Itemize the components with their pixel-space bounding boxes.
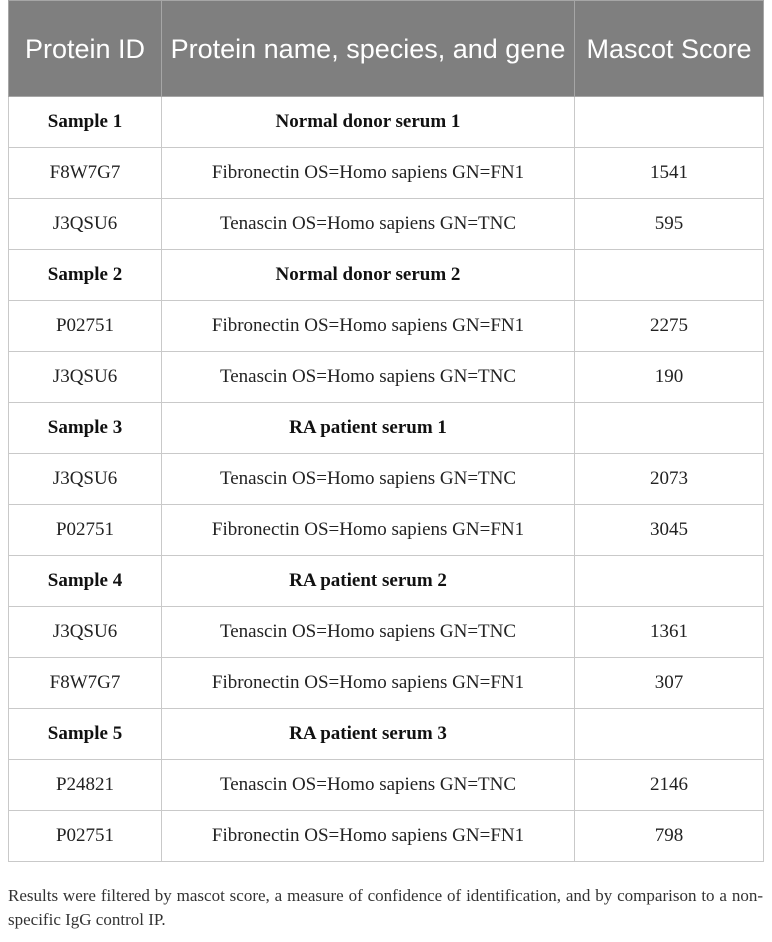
- mascot-score-cell: 1541: [575, 148, 764, 199]
- protein-name-cell: Tenascin OS=Homo sapiens GN=TNC: [162, 454, 575, 505]
- mascot-score-cell: 3045: [575, 505, 764, 556]
- mascot-score-cell: 190: [575, 352, 764, 403]
- sample-row: [9, 709, 764, 760]
- table-row: [9, 301, 764, 352]
- table-row: [9, 454, 764, 505]
- protein-id-cell: J3QSU6: [9, 199, 162, 250]
- protein-id-cell: J3QSU6: [9, 454, 162, 505]
- mascot-score-cell: [575, 97, 764, 148]
- header-row: [9, 1, 764, 97]
- mascot-score-cell: 1361: [575, 607, 764, 658]
- table-row: [9, 760, 764, 811]
- table-row: [9, 199, 764, 250]
- protein-name-cell: RA patient serum 3: [162, 709, 575, 760]
- mascot-score-cell: 2275: [575, 301, 764, 352]
- protein-table: [8, 0, 764, 862]
- protein-id-cell: Sample 3: [9, 403, 162, 454]
- protein-id-cell: F8W7G7: [9, 148, 162, 199]
- protein-name-cell: Fibronectin OS=Homo sapiens GN=FN1: [162, 505, 575, 556]
- mascot-score-cell: 2073: [575, 454, 764, 505]
- mascot-score-cell: 307: [575, 658, 764, 709]
- protein-name-cell: Tenascin OS=Homo sapiens GN=TNC: [162, 760, 575, 811]
- mascot-score-cell: 2146: [575, 760, 764, 811]
- protein-id-cell: Sample 5: [9, 709, 162, 760]
- protein-id-cell: P02751: [9, 505, 162, 556]
- table-row: [9, 352, 764, 403]
- mascot-score-cell: [575, 709, 764, 760]
- protein-name-cell: RA patient serum 2: [162, 556, 575, 607]
- header-protein-id: Protein ID: [9, 1, 162, 97]
- header-protein-name: Protein name, species, and gene: [162, 1, 575, 97]
- table-footnote: Results were filtered by mascot score, a measure of confidence of identification, and by comparison to a non-specific IgG control IP.: [8, 886, 763, 929]
- protein-name-cell: Tenascin OS=Homo sapiens GN=TNC: [162, 607, 575, 658]
- protein-name-cell: Tenascin OS=Homo sapiens GN=TNC: [162, 199, 575, 250]
- protein-name-cell: Normal donor serum 2: [162, 250, 575, 301]
- protein-id-cell: Sample 4: [9, 556, 162, 607]
- table-row: [9, 607, 764, 658]
- table-header: [9, 1, 764, 97]
- protein-name-cell: Fibronectin OS=Homo sapiens GN=FN1: [162, 148, 575, 199]
- protein-id-cell: F8W7G7: [9, 658, 162, 709]
- sample-row: [9, 250, 764, 301]
- mascot-score-cell: [575, 556, 764, 607]
- protein-id-cell: P02751: [9, 811, 162, 862]
- protein-name-cell: Tenascin OS=Homo sapiens GN=TNC: [162, 352, 575, 403]
- protein-id-cell: Sample 2: [9, 250, 162, 301]
- sample-row: [9, 403, 764, 454]
- sample-row: [9, 97, 764, 148]
- protein-name-cell: Normal donor serum 1: [162, 97, 575, 148]
- protein-name-cell: Fibronectin OS=Homo sapiens GN=FN1: [162, 301, 575, 352]
- header-mascot-score: Mascot Score: [575, 1, 764, 97]
- protein-name-cell: RA patient serum 1: [162, 403, 575, 454]
- protein-id-cell: J3QSU6: [9, 352, 162, 403]
- mascot-score-cell: [575, 403, 764, 454]
- protein-name-cell: Fibronectin OS=Homo sapiens GN=FN1: [162, 658, 575, 709]
- protein-id-cell: J3QSU6: [9, 607, 162, 658]
- protein-id-cell: P02751: [9, 301, 162, 352]
- mascot-score-cell: 798: [575, 811, 764, 862]
- table-row: [9, 658, 764, 709]
- sample-row: [9, 556, 764, 607]
- mascot-score-cell: [575, 250, 764, 301]
- protein-id-cell: Sample 1: [9, 97, 162, 148]
- table-row: [9, 505, 764, 556]
- mascot-score-cell: 595: [575, 199, 764, 250]
- table-row: [9, 148, 764, 199]
- table-body: [9, 97, 764, 862]
- protein-id-cell: P24821: [9, 760, 162, 811]
- protein-name-cell: Fibronectin OS=Homo sapiens GN=FN1: [162, 811, 575, 862]
- table-row: [9, 811, 764, 862]
